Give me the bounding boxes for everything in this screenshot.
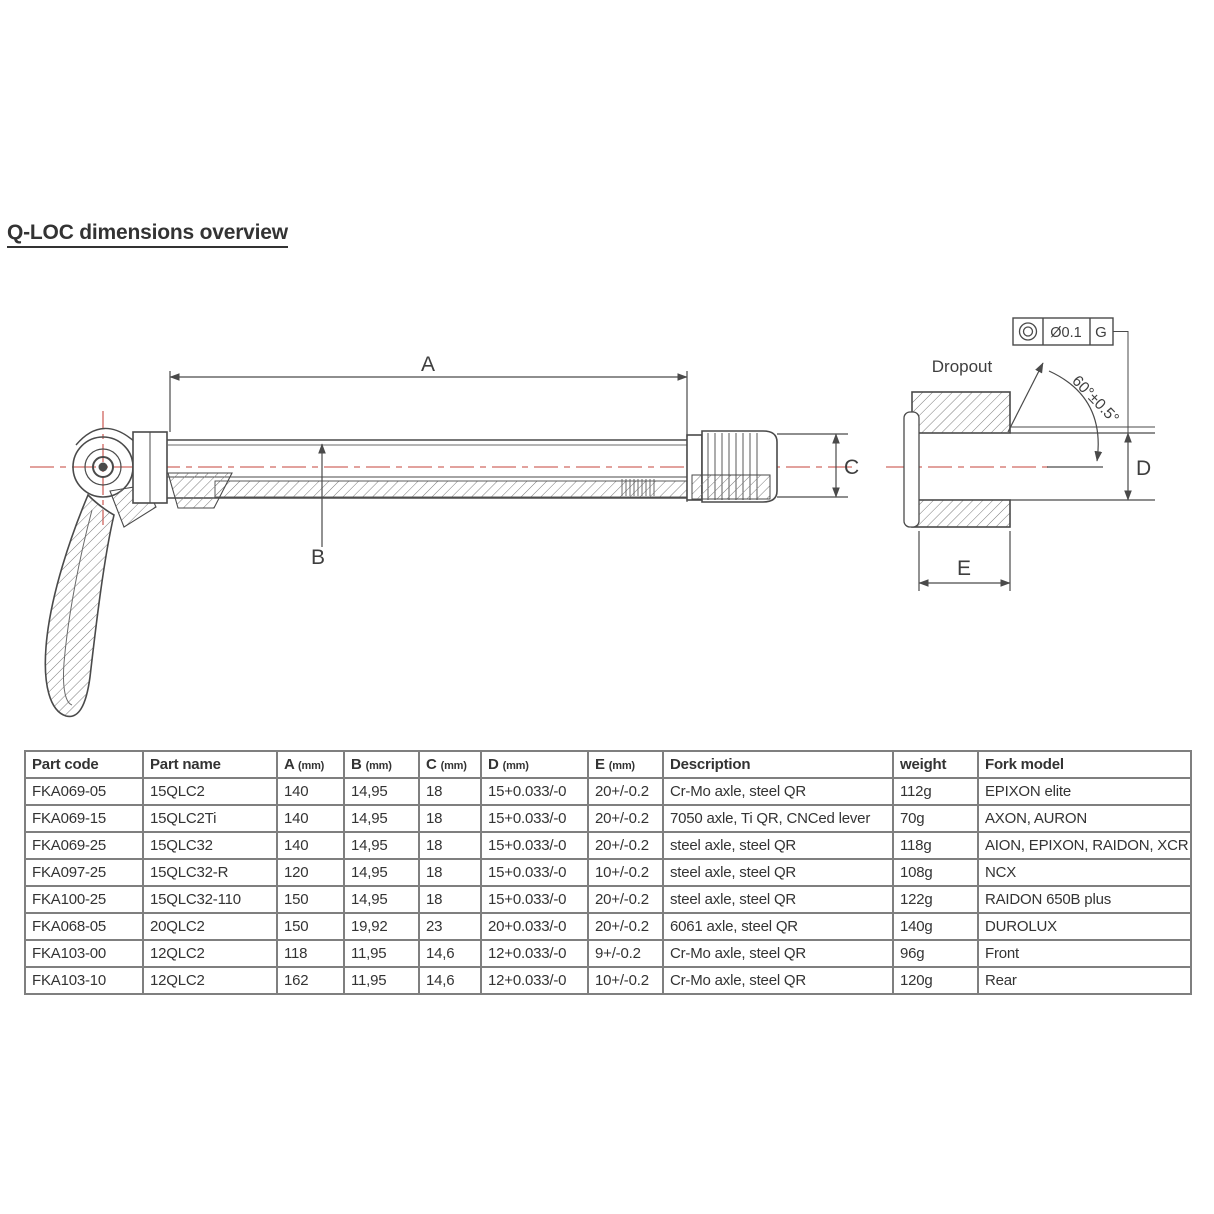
- table-cell: 15QLC32: [143, 832, 277, 859]
- table-cell: 96g: [893, 940, 978, 967]
- table-cell: 9+/-0.2: [588, 940, 663, 967]
- table-cell: 14,6: [419, 967, 481, 994]
- table-cell: steel axle, steel QR: [663, 886, 893, 913]
- table-cell: 140g: [893, 913, 978, 940]
- table-cell: 162: [277, 967, 344, 994]
- table-cell: 12+0.033/-0: [481, 967, 588, 994]
- table-cell: 12+0.033/-0: [481, 940, 588, 967]
- table-cell: FKA100-25: [25, 886, 143, 913]
- dim-c-label: C: [844, 456, 860, 479]
- table-row: [25, 805, 1191, 832]
- dimension-table: [24, 750, 1192, 995]
- table-cell: 10+/-0.2: [588, 859, 663, 886]
- header-dim-d: D (mm): [481, 751, 588, 778]
- table-row: [25, 886, 1191, 913]
- dim-b-label: B: [310, 546, 326, 569]
- page-title: Q-LOC dimensions overview: [7, 221, 288, 248]
- table-cell: 150: [277, 886, 344, 913]
- table-cell: 140: [277, 832, 344, 859]
- table-cell: 12QLC2: [143, 967, 277, 994]
- table-cell: 14,95: [344, 859, 419, 886]
- table-cell: 20+/-0.2: [588, 778, 663, 805]
- table-cell: 11,95: [344, 940, 419, 967]
- table-cell: 15QLC2Ti: [143, 805, 277, 832]
- table-cell: FKA068-05: [25, 913, 143, 940]
- dim-e-label: E: [956, 557, 972, 580]
- table-cell: 12QLC2: [143, 940, 277, 967]
- table-cell: FKA103-10: [25, 967, 143, 994]
- table-cell: 118: [277, 940, 344, 967]
- header-dim-a: A (mm): [277, 751, 344, 778]
- table-cell: 14,95: [344, 805, 419, 832]
- gdt-datum: G: [1095, 324, 1107, 341]
- table-row: [25, 859, 1191, 886]
- table-cell: FKA069-25: [25, 832, 143, 859]
- table-cell: FKA069-05: [25, 778, 143, 805]
- table-cell: Cr-Mo axle, steel QR: [663, 967, 893, 994]
- header-description: Description: [663, 751, 893, 778]
- table-cell: 15+0.033/-0: [481, 886, 588, 913]
- dim-d-label: D: [1136, 457, 1152, 480]
- table-cell: 14,95: [344, 778, 419, 805]
- dim-a-label: A: [420, 353, 436, 376]
- header-dim-b: B (mm): [344, 751, 419, 778]
- table-cell: 122g: [893, 886, 978, 913]
- table-cell: Front: [978, 940, 1191, 967]
- axle-body: [133, 432, 693, 508]
- header-part-code: Part code: [25, 751, 143, 778]
- table-cell: 15+0.033/-0: [481, 778, 588, 805]
- gdt-tolerance: Ø0.1: [1050, 325, 1082, 341]
- table-cell: 15+0.033/-0: [481, 832, 588, 859]
- table-row: [25, 832, 1191, 859]
- table-cell: 20+/-0.2: [588, 832, 663, 859]
- header-weight: weight: [893, 751, 978, 778]
- table-cell: NCX: [978, 859, 1191, 886]
- table-cell: 18: [419, 805, 481, 832]
- table-cell: 14,95: [344, 832, 419, 859]
- dimension-a: [170, 371, 687, 437]
- table-cell: 15QLC32-R: [143, 859, 277, 886]
- dropout-label: Dropout: [931, 357, 993, 376]
- table-cell: AXON, AURON: [978, 805, 1191, 832]
- table-cell: 18: [419, 859, 481, 886]
- table-row: [25, 967, 1191, 994]
- table-cell: 10+/-0.2: [588, 967, 663, 994]
- table-cell: 108g: [893, 859, 978, 886]
- table-header-row: [25, 751, 1191, 778]
- table-cell: 20+0.033/-0: [481, 913, 588, 940]
- table-row: [25, 778, 1191, 805]
- table-cell: EPIXON elite: [978, 778, 1191, 805]
- table-cell: 11,95: [344, 967, 419, 994]
- table-cell: 14,95: [344, 886, 419, 913]
- table-cell: 18: [419, 886, 481, 913]
- table-cell: 118g: [893, 832, 978, 859]
- table-cell: 18: [419, 832, 481, 859]
- table-cell: 20QLC2: [143, 913, 277, 940]
- table-cell: AION, EPIXON, RAIDON, XCR: [978, 832, 1191, 859]
- table-cell: 15QLC2: [143, 778, 277, 805]
- table-cell: 20+/-0.2: [588, 805, 663, 832]
- table-cell: 7050 axle, Ti QR, CNCed lever: [663, 805, 893, 832]
- dimension-c: [777, 434, 848, 497]
- table-cell: steel axle, steel QR: [663, 859, 893, 886]
- dropout-drawing: [904, 318, 1155, 591]
- table-cell: 15+0.033/-0: [481, 859, 588, 886]
- header-part-name: Part name: [143, 751, 277, 778]
- table-cell: 20+/-0.2: [588, 886, 663, 913]
- angle-dimension: [1008, 363, 1103, 467]
- header-dim-e: E (mm): [588, 751, 663, 778]
- table-cell: 20+/-0.2: [588, 913, 663, 940]
- table-cell: FKA097-25: [25, 859, 143, 886]
- table-cell: 70g: [893, 805, 978, 832]
- technical-drawing: [0, 295, 1214, 765]
- table-cell: 19,92: [344, 913, 419, 940]
- table-row: [25, 940, 1191, 967]
- table-cell: steel axle, steel QR: [663, 832, 893, 859]
- table-cell: 14,6: [419, 940, 481, 967]
- table-cell: RAIDON 650B plus: [978, 886, 1191, 913]
- table-cell: 150: [277, 913, 344, 940]
- table-cell: Cr-Mo axle, steel QR: [663, 940, 893, 967]
- table-cell: 18: [419, 778, 481, 805]
- table-cell: 15QLC32-110: [143, 886, 277, 913]
- table-cell: Cr-Mo axle, steel QR: [663, 778, 893, 805]
- table-cell: 112g: [893, 778, 978, 805]
- table-cell: 140: [277, 805, 344, 832]
- table-cell: 15+0.033/-0: [481, 805, 588, 832]
- header-fork-model: Fork model: [978, 751, 1191, 778]
- table-cell: 23: [419, 913, 481, 940]
- table-cell: Rear: [978, 967, 1191, 994]
- table-cell: 120: [277, 859, 344, 886]
- table-row: [25, 913, 1191, 940]
- table-cell: FKA069-15: [25, 805, 143, 832]
- table-cell: 6061 axle, steel QR: [663, 913, 893, 940]
- axle-end-nut: [687, 431, 777, 502]
- angle-label: 60°±0.5°: [1068, 372, 1123, 428]
- table-cell: 140: [277, 778, 344, 805]
- table-cell: DUROLUX: [978, 913, 1191, 940]
- table-cell: FKA103-00: [25, 940, 143, 967]
- table-cell: 120g: [893, 967, 978, 994]
- axle-drawing: [30, 353, 1052, 716]
- header-dim-c: C (mm): [419, 751, 481, 778]
